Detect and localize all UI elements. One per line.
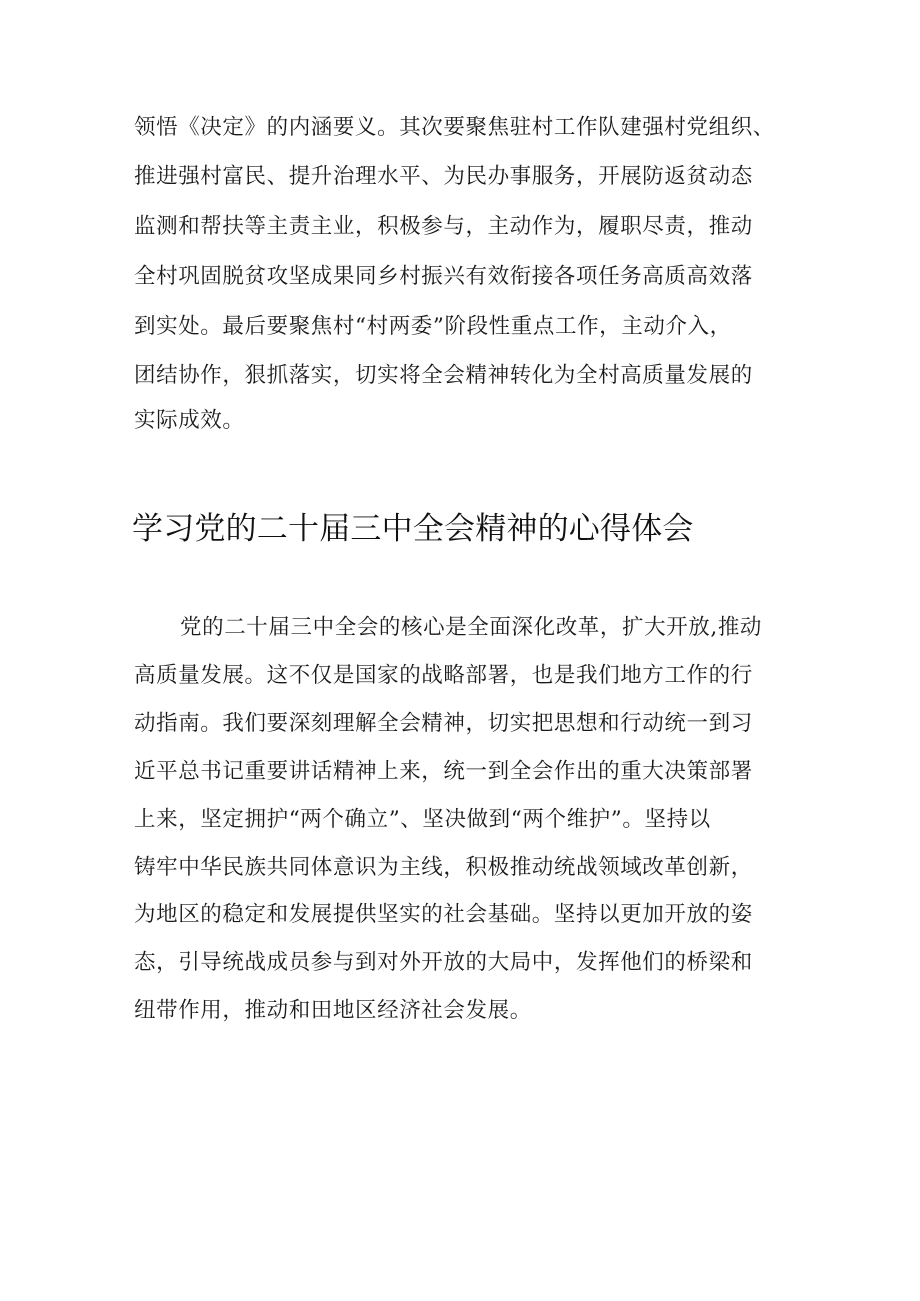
paragraph-line: 实际成效。 bbox=[134, 408, 245, 433]
paragraph-line: 高质量发展。这不仅是国家的战略部署，也是我们地方工作的行 bbox=[134, 663, 753, 688]
paragraph-line: 推进强村富民、提升治理水平、为民办事服务，开展防返贫动态 bbox=[134, 164, 753, 189]
paragraph-line: 党的二十届三中全会的核心是全面深化改革，扩大开放,推动 bbox=[180, 615, 763, 640]
paragraph-line: 铸牢中华民族共同体意识为主线，积极推动统战领域改革创新， bbox=[134, 855, 753, 880]
paragraph-line: 到实处。最后要聚焦村“村两委”阶段性重点工作，主动介入， bbox=[134, 314, 732, 339]
paragraph-line: 为地区的稳定和发展提供坚实的社会基础。坚持以更加开放的姿 bbox=[134, 902, 753, 927]
paragraph-line: 监测和帮扶等主责主业，积极参与，主动作为，履职尽责，推动 bbox=[134, 214, 753, 239]
paragraph-line: 上来，坚定拥护“两个确立”、坚决做到“两个维护”。坚持以 bbox=[134, 807, 711, 832]
section-heading: 学习党的二十届三中全会精神的心得体会 bbox=[132, 511, 694, 547]
paragraph-line: 全村巩固脱贫攻坚成果同乡村振兴有效衔接各项任务高质高效落 bbox=[134, 264, 753, 289]
paragraph-line: 近平总书记重要讲话精神上来，统一到全会作出的重大决策部署 bbox=[134, 759, 753, 784]
paragraph-line: 纽带作用，推动和田地区经济社会发展。 bbox=[134, 998, 532, 1023]
paragraph-line: 动指南。我们要深刻理解全会精神，切实把思想和行动统一到习 bbox=[134, 711, 753, 736]
paragraph-line: 团结协作，狠抓落实，切实将全会精神转化为全村高质量发展的 bbox=[134, 363, 753, 388]
paragraph-line: 态，引导统战成员参与到对外开放的大局中，发挥他们的桥梁和 bbox=[134, 950, 753, 975]
paragraph-line: 领悟《决定》的内涵要义。其次要聚焦驻村工作队建强村党组织、 bbox=[134, 115, 775, 140]
